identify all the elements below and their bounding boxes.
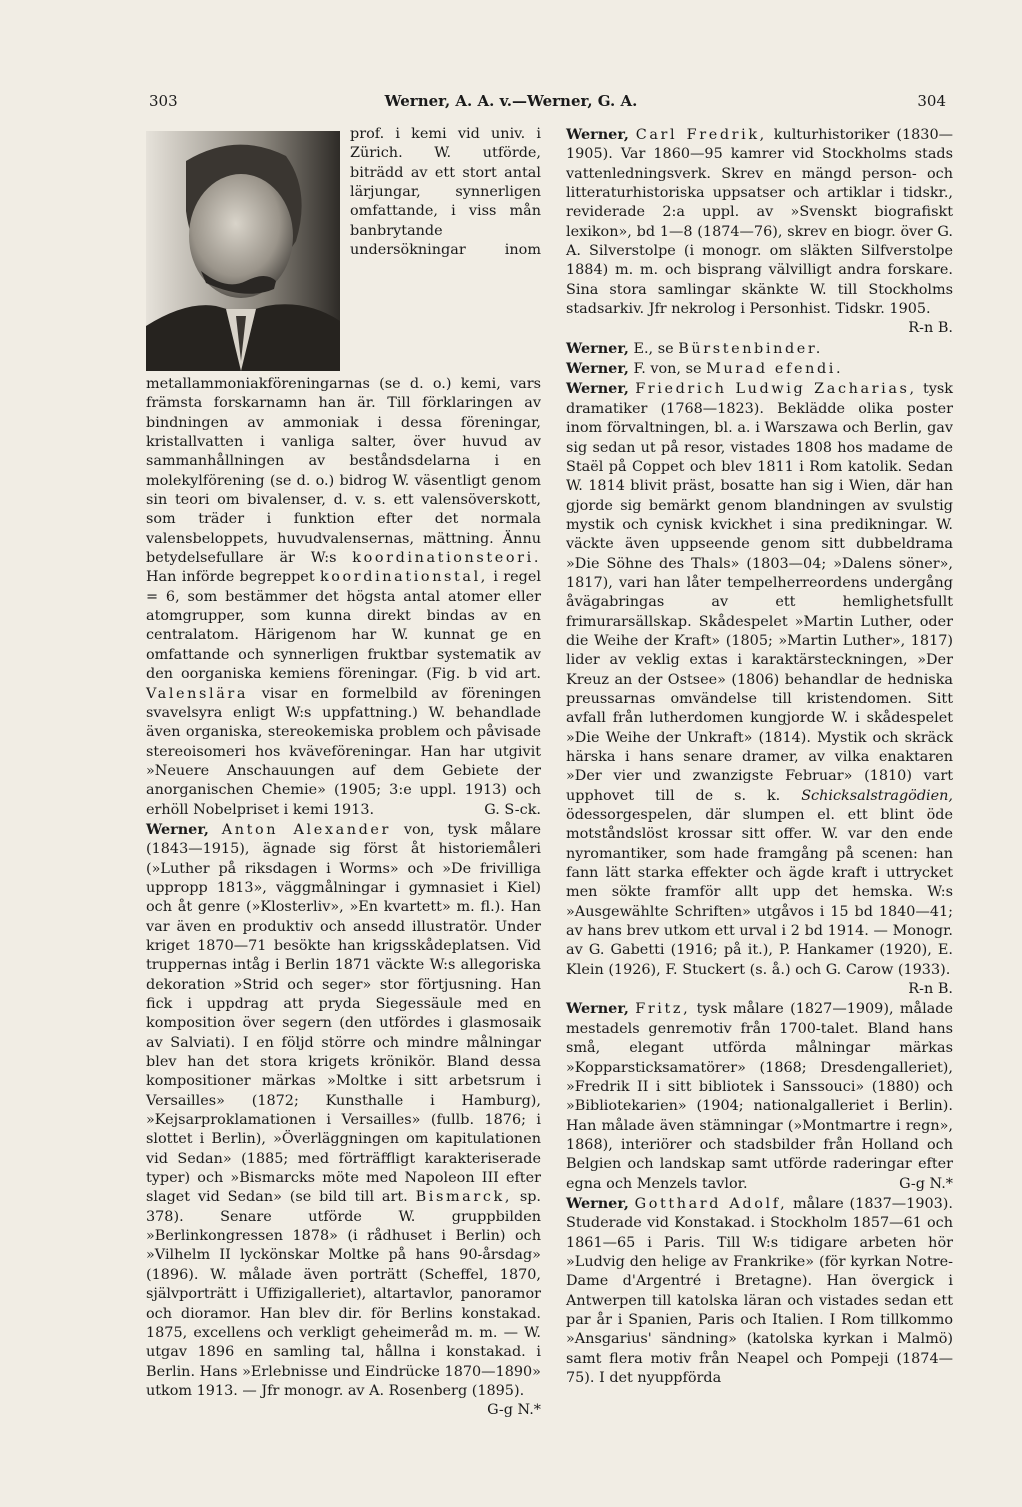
headword: Werner, (566, 380, 629, 398)
entry-anton-alexander-werner: Werner, Anton Alexander von, tysk målare (1843—1915), ägnade sig först åt historiemåleri (»Luther på riksdagen i Worms» och »De frivilliga uppropp 1813», väggmålningar i gymnasiet i Kiel) och åt genre (»Klosterliv», »En kvartett» m. fl.). Han var även en produktiv och ansedd illustratör. Under kriget 1870—71 besökte han krigsskådeplatsen. Vid truppernas intåg i Berlin 1871 väckte W:s allegoriska dekoration »Strid och seger» stor förtjusning. Han fick i uppdrag att pryda Siegessäule med en komposition över segern (den utfördes i glasmosaik av Salviati). I en följd större och mindre målningar blev han det stora krigets krönikör. Bland dessa kompositioner märkas »Moltke i sitt arbetsrum i Versailles» (1872; Kunsthalle i Hamburg), »Kejsarproklamationen i Versailles» (fullb. 1876; i slottet i Berlin), »Överläggningen om kapitulationen vid Sedan» (1885; med förträffligt karakteriserade typer) och »Bismarcks möte med Napoleon III efter slaget vid Sedan» (se bild till art. Bismarck, sp. 378). Senare utförde W. gruppbilden »Berlinkongressen 1878» (i rådhuset i Berlin) och »Vilhelm II lyckönskar Moltke på hans 90-årsdag» (1896). W. målade även porträtt (Scheffel, 1870, självporträtt i Uffizigalleriet), altartavlor, panoramor och dioramor. Han blev dir. för Berlins konstakad. 1875, excellens och verkligt geheimeråd m. m. — W. utgav 1896 en samling tal, hållna i konstakad. i Berlin. Hans »Erlebnisse und Eindrücke 1870—1890» utkom 1913. — Jfr monogr. av A. Rosenberg (1895). G-g N.* (146, 820, 541, 1401)
entry-f-werner: Werner, F. von, se Murad efendi. (566, 360, 844, 378)
page-header (0, 92, 1022, 114)
headword: Werner, (566, 126, 629, 143)
running-head: Werner, A. A. v.—Werner, G. A. (384, 92, 638, 110)
entry-friedrich-ludwig-werner: Werner, Friedrich Ludwig Zacharias, tysk dramatiker (1768—1823). Beklädde olika poster inom förvaltningen, bl. a. i Warszawa och Berlin, gav sig sedan ut på resor, vistades 1808 hos madame de Staël på Coppet och blev 1811 i Rom katolik. Sedan W. 1814 blivit präst, bosatte han sig i Wien, där han gjorde sig bemärkt genom blandningen av svulstig mystik och cynisk kvickhet i sina predikningar. W. väckte även uppseende genom sitt dubbeldrama »Die Söhne des Thals» (1803—04; »Dalens söner», 1817), vari han låter tempelherreordens undergång åvägabringas av ett hemlighetsfullt frimurarsällskap. Skådespelet »Martin Luther, oder die Weihe der Kraft» (1805; »Martin Luther», 1817) lider av veklig extas i karaktärsteckningen, »Der Kreuz an der Ostsee» (1806) behandlar de hedniska preussarnas omvändelse till kristendomen. Sitt avfall från lutherdomen kungjorde W. i skådespelet »Die Weihe der Unkraft» (1814). Mystik och skräck härska i hans senare dramer, av vilka enaktaren »Der vier und zwanzigste Februar» (1810) vart upphovet till de s. k. Schicksalstragödien, ödessorgespelen, där slumpen el. ett blint öde motståndslöst krossar sitt offer. W. var den ende nyromantiker, som hade framgång på scenen: han fann lätt starka effekter och ägde kraft i uttrycket men sökte framför allt upp det hemska. W:s »Ausgewählte Schriften» utgåvos i 15 bd 1840—41; av hans brev utkom ett urval i 2 bd 1914. — Monogr. av G. Gabetti (1916; på it.), P. Hankamer (1920), E. Klein (1926), F. Stuckert (s. å.) och G. Carow (1933). R-n B. (566, 379, 953, 980)
signature: G-g N.* (487, 1402, 541, 1419)
entry-gotthard-adolf-werner: Werner, Gotthard Adolf, målare (1837—1903). Studerade vid Konstakad. i Stockholm 1857—61 och 1861—65 i Paris. Till W:s tidigare arbeten hör »Ludvig den helige av Frankrike» (för kyrkan Notre-Dame d'Argentré i Bretagne). Han övergick i Antwerpen till katolska läran och vistades sedan ett par år i Spanien, Paris och Italien. I Rom tillkommo »Ansgarius' sändning» (katolska kyrkan i Malmö) samt flera motiv från Neapel och Pompeji (1874—75). I det nyuppförda (566, 1194, 953, 1386)
term-schicksalstragodien: Schicksalstragödien, (801, 787, 953, 804)
signature: R-n B. (908, 320, 953, 337)
entry-fritz-werner: Werner, Fritz, tysk målare (1827—1909), målade mestadels genremotiv från 1700-talet. Bland hans små, elegant utförda målningar märkas »Kopparsticksamatörer» (1868; Dresdengalleriet), »Fredrik II i sitt bibliotek i Sanssouci» (1880) och »Bibliotekarien» (1904; nationalgalleriet i Berlin). Han målade även stämningar (»Montmartre i regn», 1868), interiörer och stadsbilder från Holland och Belgien och landskap samt utförde raderingar efter egna och Menzels tavlor. G-g N.* (566, 999, 953, 1193)
headword: Werner, (566, 1000, 629, 1018)
entry-carl-fredrik-werner: Werner, Carl Fredrik, kulturhistoriker (1830—1905). Var 1860—95 kamrer vid Stockholms stads vattenledningsverk. Skrev en mängd person- och litteraturhistoriska uppsatser och artiklar i tidskr., reviderade 2:a uppl. av »Svenskt biografiskt lexikon», bd 1—8 (1874—76), skrev en biogr. över G. A. Silverstolpe (i monogr. om släkten Silfverstolpe 1884) m. m. och bisprang välvilligt andra forskare. Sina stora samlingar skänkte W. till Stockholms stadsarkiv. Jfr nekrolog i Personhist. Tidskr. 1905. R-n B. (566, 125, 953, 319)
term-koordinationstal: koordinationstal, (319, 569, 488, 586)
left-column (146, 125, 541, 1421)
entry-alfred-werner-cont: prof. i kemi vid univ. i Zürich. W. utförde, biträdd av ett stort antal lärjungar, synnerligen omfattande, i viss mån banbrytande undersökningar inom metallammoniakföreningarnas (se d. o.) kemi, vars främsta forskarnamn han är. Till förklaringen av bindningen av ammoniak i dessa föreningar, kristallvatten i vanliga salter, över huvud av sammanhållningen av beståndsdelarna i en molekylförening (se d. o.) bidrog W. väsentligt genom sin teori om bivalenser, d. v. s. ett valensöverskott, som träder i funktion efter det normala valensbeloppets, huvudvalensernas, mättning. Ännu betydelsefullare är W:s koordinationsteori. Han införde begreppet koordinationstal, i regel = 6, som bestämmer det högsta antal atomer eller atomgrupper, som kunna direkt bindas av en centralatom. Härigenom har W. kunnat ge en omfattande och synnerligen fruktbar systematik av den oorganiska kemiens föreningar. (Fig. b vid art. Valenslära visar en formelbild av föreningen svavelsyra enligt W:s uppfattning.) W. behandlade även organiska, stereokemiska problem och påvisade stereoisomeri hos kväveföreningar. Han har utgivit »Neuere Anschauungen auf dem Gebiete der anorganischen Chemie» (1905; 3:e uppl. 1913) och erhöll Nobelpriset i kemi 1913. G. S-ck. (146, 125, 541, 820)
signature: G. S-ck. (484, 801, 541, 818)
signature: R-n B. (908, 981, 953, 998)
entry-e-werner: Werner, E., se Bürstenbinder. (566, 339, 823, 357)
signature: G-g N.* (899, 1175, 953, 1192)
xref-murad-efendi: Murad efendi. (706, 361, 844, 378)
portrait-photo (146, 131, 340, 371)
page-number-right: 304 (917, 92, 946, 110)
xref-valenslara: Valenslära (146, 685, 249, 702)
right-column (566, 125, 953, 1388)
term-koordinationsteori: koordinationsteori. (352, 550, 542, 567)
xref-burstenbinder: Bürstenbinder. (678, 340, 823, 357)
headword: Werner, (566, 1194, 629, 1212)
page-number-left: 303 (149, 92, 178, 110)
headword: Werner, (566, 360, 629, 378)
xref-bismarck: Bismarck, (415, 1189, 512, 1206)
headword: Werner, (566, 339, 629, 357)
headword: Werner, (146, 820, 209, 838)
